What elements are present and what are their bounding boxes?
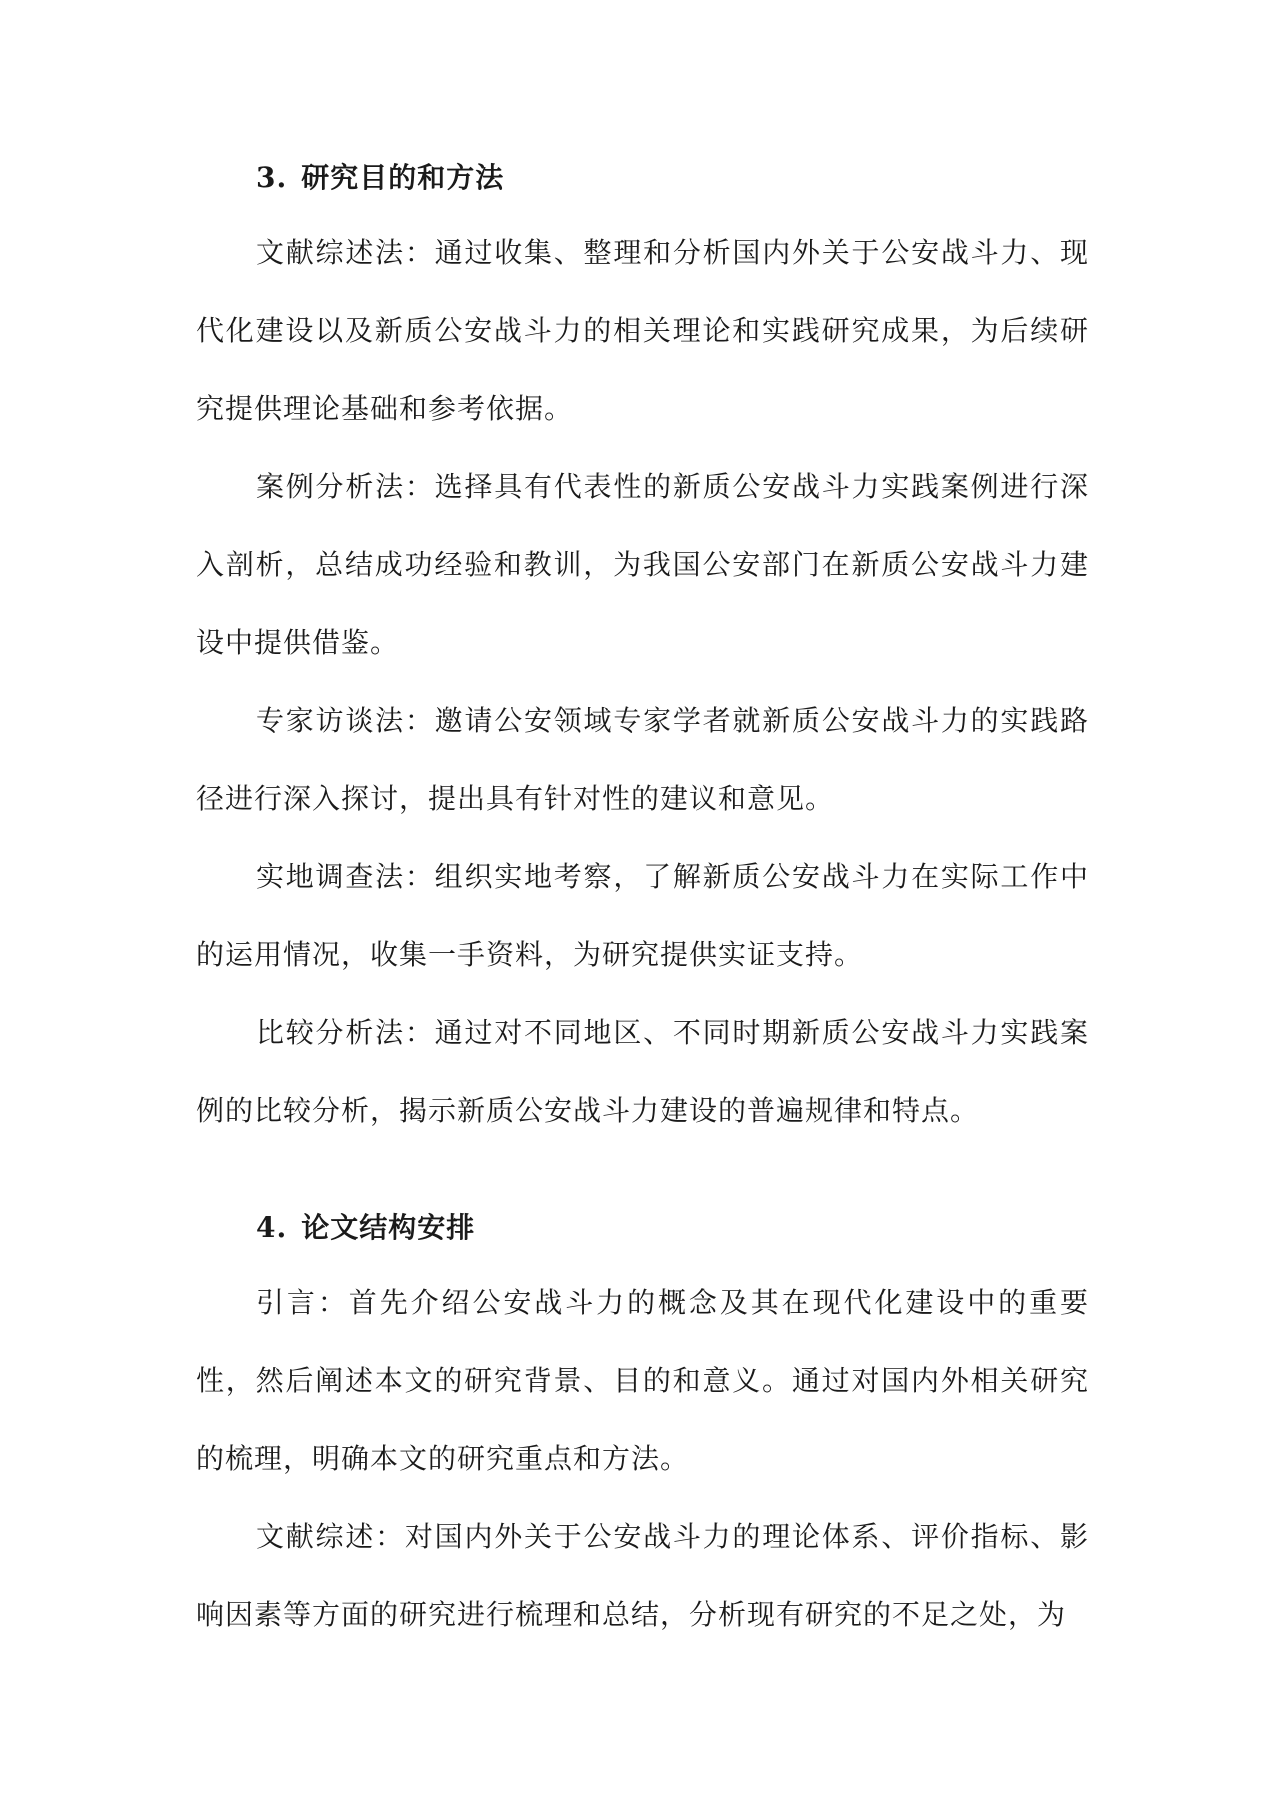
paragraph-literature-review-method: 文献综述法：通过收集、整理和分析国内外关于公安战斗力、现代化建设以及新质公安战斗力的相关理论和实践研究成果，为后续研究提供理论基础和参考依据。 — [196, 236, 1089, 425]
section-heading-3 — [256, 158, 504, 198]
paragraph-field-survey-method: 实地调查法：组织实地考察，了解新质公安战斗力在实际工作中的运用情况，收集一手资料，为研究提供实证支持。 — [196, 860, 1089, 971]
section-body-4 — [196, 1264, 1089, 1654]
paragraph-introduction: 引言：首先介绍公安战斗力的概念及其在现代化建设中的重要性，然后阐述本文的研究背景、目的和意义。通过对国内外相关研究的梳理，明确本文的研究重点和方法。 — [196, 1286, 1089, 1475]
section-number: 3. — [256, 161, 288, 194]
paragraph-comparative-analysis-method: 比较分析法：通过对不同地区、不同时期新质公安战斗力实践案例的比较分析，揭示新质公安战斗力建设的普遍规律和特点。 — [196, 1016, 1089, 1127]
paragraph-case-analysis-method: 案例分析法：选择具有代表性的新质公安战斗力实践案例进行深入剖析，总结成功经验和教训，为我国公安部门在新质公安战斗力建设中提供借鉴。 — [196, 470, 1089, 659]
section-title: 研究目的和方法 — [301, 161, 505, 194]
section-heading-4 — [256, 1208, 475, 1248]
section-number: 4. — [256, 1211, 288, 1244]
section-body-3 — [196, 214, 1089, 1150]
section-title: 论文结构安排 — [301, 1211, 476, 1244]
paragraph-literature-review: 文献综述：对国内外关于公安战斗力的理论体系、评价指标、影响因素等方面的研究进行梳理和总结，分析现有研究的不足之处，为 — [196, 1520, 1089, 1631]
paragraph-expert-interview-method: 专家访谈法：邀请公安领域专家学者就新质公安战斗力的实践路径进行深入探讨，提出具有针对性的建议和意见。 — [196, 704, 1089, 815]
